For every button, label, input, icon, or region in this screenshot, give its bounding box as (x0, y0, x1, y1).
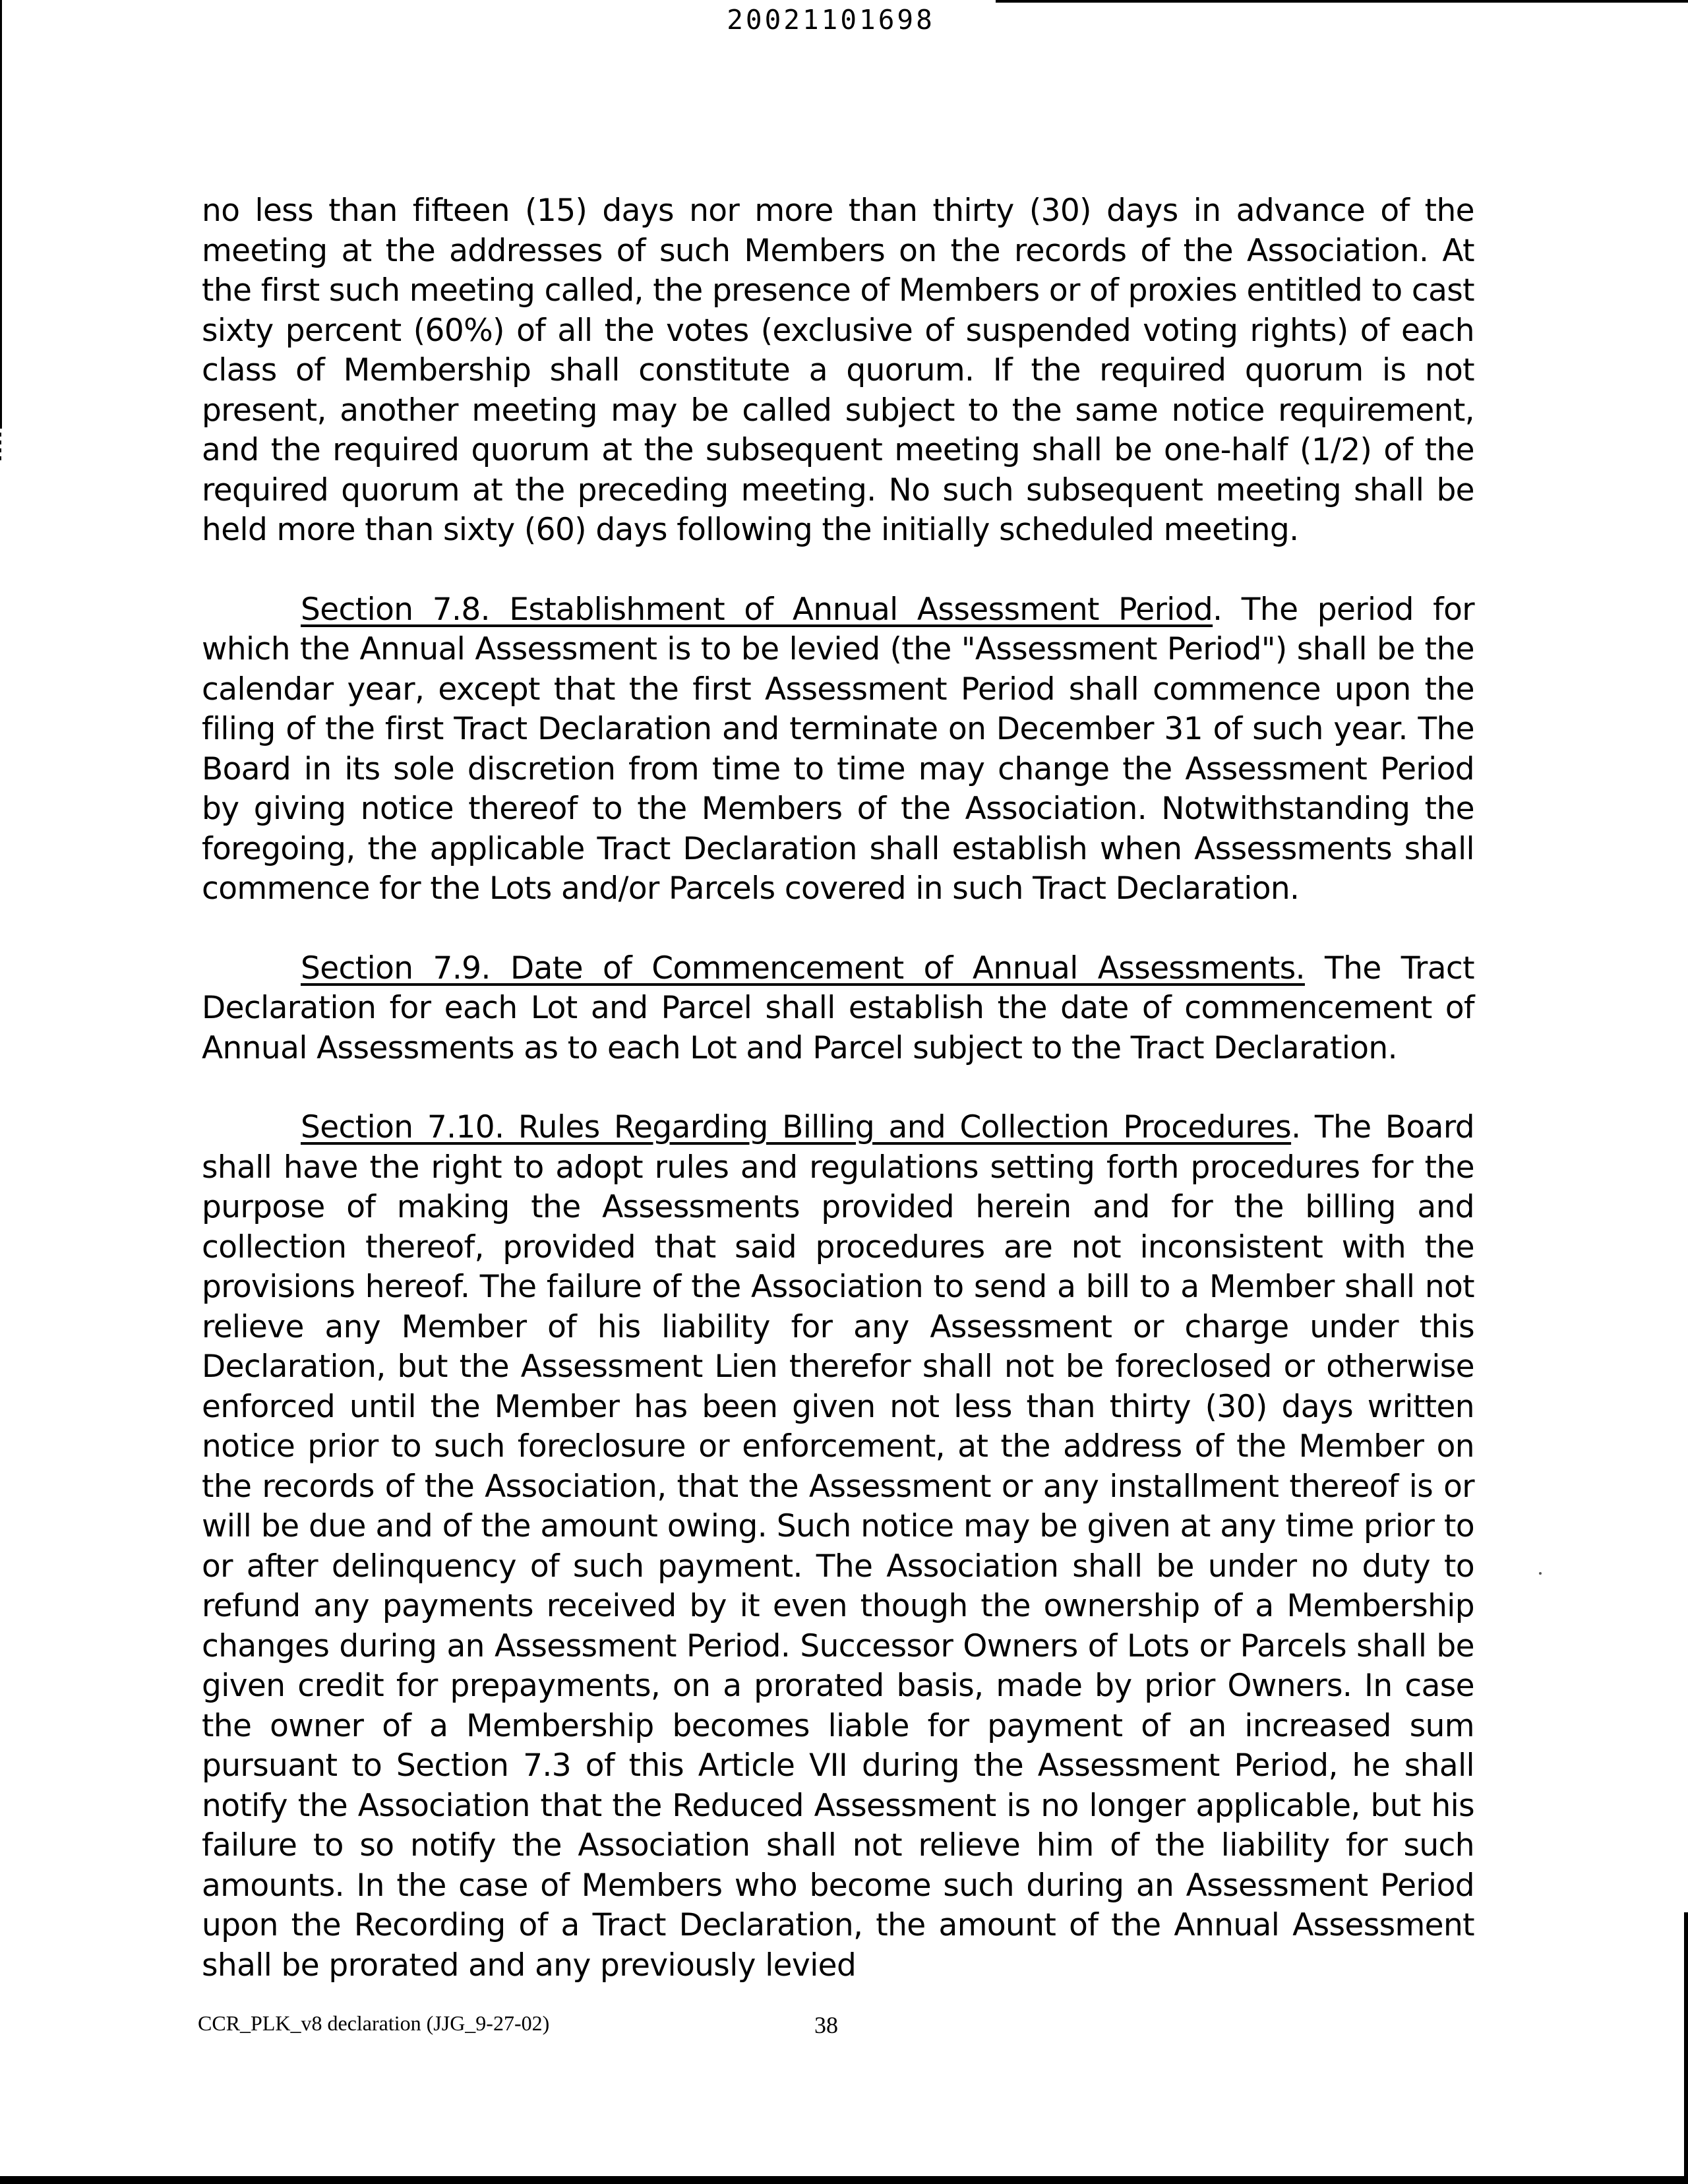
paragraph-continuation (202, 191, 1474, 551)
scan-left-edge (0, 0, 2, 429)
paragraph-text: . The period for which the Annual Assessment is to be levied (the "Assessment Period") shall be the calendar year, except that the first Assessment Period shall commence upon the filing of the first Tract Declaration and terminate on December 31 of such year. The Board in its sole discretion from time to time may change the Assessment Period by giving notice thereof to the Members of the Association. Notwithstanding the foregoing, the applicable Tract Declaration shall establish when Assessments shall commence for the Lots and/or Parcels covered in such Tract Declaration. (202, 591, 1474, 907)
document-body (202, 191, 1474, 2025)
paragraph-text: . The Board shall have the right to adopt rules and regulations setting forth procedures for the purpose of making the Assessments provided herein and for the billing and collection thereof, provided that said procedures are not inconsistent with the provisions hereof. The failure of the Association to send a bill to a Member shall not relieve any Member of his liability for any Assessment or charge under this Declaration, but the Assessment Lien therefor shall not be foreclosed or otherwise enforced until the Member has been given not less than thirty (30) days written notice prior to such foreclosure or enforcement, at the address of the Member on the records of the Association, that the Assessment or any installment thereof is or will be due and of the amount owing. Such notice may be given at any time prior to or after delinquency of such payment. The Association shall be under no duty to refund any payments received by it even though the ownership of a Membership changes during an Assessment Period. Successor Owners of Lots or Parcels shall be given credit for prepayments, on a prorated basis, made by prior Owners. In case the owner of a Membership becomes liable for payment of an increased sum pursuant to Section 7.3 of this Article VII during the Assessment Period, he shall notify the Association that the Reduced Assessment is no longer applicable, but his failure to so notify the Association shall not relieve him of the liability for such amounts. In the case of Members who become such during an Assessment Period upon the Recording of a Tract Declaration, the amount of the Annual Assessment shall be prorated and any previously levied (202, 1109, 1474, 1984)
paragraph-section-7-8 (202, 590, 1474, 909)
scan-speck (1539, 1572, 1542, 1575)
scan-right-edge (1684, 1912, 1688, 2184)
section-heading: Section 7.8. Establishment of Annual Assessment Period (301, 591, 1213, 628)
section-heading: Section 7.10. Rules Regarding Billing and Collection Procedures (301, 1109, 1292, 1145)
paragraph-section-7-10 (202, 1108, 1474, 1986)
paragraph-text: The Tract Declaration for each Lot and Parcel shall establish the date of commencement of Annual Assessments as to each Lot and Parcel subject to the Tract Declaration. (202, 950, 1474, 1066)
scan-bottom-edge (0, 2176, 1688, 2184)
paragraph-text: no less than fifteen (15) days nor more than thirty (30) days in advance of the meeting at the addresses of such Members on the records of the Association. At the first such meeting called, the presence of Members or of proxies entitled to cast sixty percent (60%) of all the votes (exclusive of suspended voting rights) of each class of Membership shall constitute a quorum. If the required quorum is not present, another meeting may be called subject to the same notice requirement, and the required quorum at the subsequent meeting shall be one-half (1/2) of the required quorum at the preceding meeting. No such subsequent meeting shall be held more than sixty (60) days following the initially scheduled meeting. (202, 193, 1474, 548)
section-heading: Section 7.9. Date of Commencement of Annual Assessments. (301, 950, 1305, 986)
scan-left-dash (0, 369, 1, 462)
paragraph-section-7-9 (202, 949, 1474, 1069)
scan-top-edge (996, 0, 1688, 3)
footer-file-label: CCR_PLK_v8 declaration (JJG_9-27-02) (198, 2011, 550, 2035)
document-number: 20021101698 (727, 4, 935, 36)
page-number: 38 (814, 2012, 838, 2038)
